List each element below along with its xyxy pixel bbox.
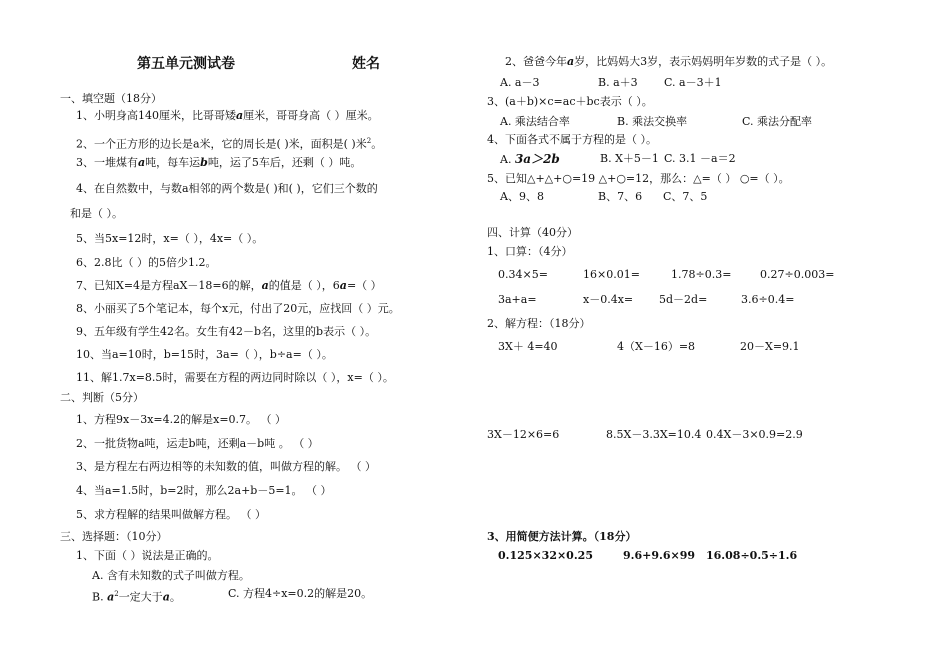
question-1-5: 5、当5x=12时，x=（ ），4x=（ ）。 [76,232,264,245]
oral-item: 16×0.01= [583,268,640,281]
question-3-2: 2、爸爸今年a岁，比妈妈大3岁，表示妈妈明年岁数的式子是（ ）。 [505,55,833,68]
question-1-7: 7、已知X=4是方程aX－18=6的解，a的值是（ ），6a=（ ） [76,279,382,292]
question-3-4-option-a: A. 3a＞2b [500,152,560,166]
question-3-2-option-a: A. a－3 [500,76,540,89]
question-2-2: 2、一批货物a吨，运走b吨，还剩a－b吨 。 （ ） [76,437,319,450]
question-2-3: 3、是方程左右两边相等的未知数的值，叫做方程的解。 （ ） [76,460,376,473]
question-2-1: 1、方程9x－3x=4.2的解是x=0.7。 （ ） [76,413,287,426]
oral-item: 0.34×5= [498,268,548,281]
question-2-4: 4、当a=1.5时，b=2时，那么2a+b－5=1。 （ ） [76,484,332,497]
question-1-4-cont: 和是（ ）。 [70,207,123,220]
equation-item: 20－X=9.1 [740,340,800,353]
question-1-4: 4、在自然数中，与数a相邻的两个数是( )和( )，它们三个数的 [76,182,378,195]
question-3-3-option-a: A. 乘法结合率 [500,115,570,128]
question-3-4-option-b: B. X＋5－1 [600,152,659,165]
section-choice: 三、选择题：（10分） [60,530,168,543]
question-3-5-option-c: C、7、5 [663,190,708,203]
question-3-4: 4、下面各式不属于方程的是（ ）。 [487,133,657,146]
question-3-3: 3、(a＋b)×c=ac＋bc表示（ ）。 [487,95,653,108]
question-2-5: 5、求方程解的结果叫做解方程。 （ ） [76,508,266,521]
subsection-simple-calculation: 3、用简便方法计算。（18分） [487,530,637,543]
question-1-3: 3、一堆煤有a吨，每车运b吨，运了5车后，还剩（ ）吨。 [76,156,362,169]
question-3-5-option-a: A、9、8 [500,190,544,203]
oral-item: 5d－2d= [659,293,708,306]
equation-item: 8.5X－3.3X=10.4 [606,428,702,441]
question-1-8: 8、小丽买了5个笔记本，每个x元，付出了20元，应找回（ ）元。 [76,302,400,315]
question-3-4-option-c: C. 3.1 －a＝2 [664,152,736,165]
simple-calc-item: 0.125×32×0.25 [498,549,593,562]
question-3-1: 1、下面（ ）说法是正确的。 [76,549,219,562]
question-3-1-option-b: B. $a^2$一定大于a。 [92,590,181,604]
equation-item: 0.4X－3×0.9=2.9 [706,428,803,441]
equation-item: 3X－12×6=6 [487,428,560,441]
question-1-10: 10、当a=10时，b=15时，3a=（ ），b÷a=（ ）。 [76,348,333,361]
question-1-6: 6、2.8比（ ）的5倍少1.2。 [76,256,217,269]
question-3-3-option-b: B. 乘法交换率 [617,115,688,128]
oral-item: 0.27÷0.003= [760,268,835,281]
section-calculation: 四、计算（40分） [487,226,578,239]
oral-item: x－0.4x= [583,293,634,306]
question-3-5: 5、已知△+△+○=19 △+○=12，那么：△=（ ） ○=（ ）。 [487,172,790,185]
question-3-3-option-c: C. 乘法分配率 [742,115,813,128]
oral-item: 3.6÷0.4= [741,293,795,306]
question-1-2: 2、一个正方形的边长是a米，它的周长是( )米，面积是( )米$^2$。 [76,137,383,151]
oral-item: 3a+a= [498,293,537,306]
subsection-oral: 1、口算：（4分） [487,245,573,258]
question-1-1: 1、小明身高140厘米，比哥哥矮a厘米，哥哥身高（ ）厘米。 [76,109,379,122]
simple-calc-item: 16.08÷0.5÷1.6 [706,549,798,562]
question-3-2-option-b: B. a＋3 [598,76,638,89]
simple-calc-item: 9.6+9.6×99 [623,549,696,562]
page-title: 第五单元测试卷 [137,56,235,72]
question-1-11: 11、解1.7x=8.5时，需要在方程的两边同时除以（ ），x=（ ）。 [76,371,394,384]
name-label: 姓名 [352,56,380,72]
section-judge: 二、判断（5分） [60,391,144,404]
question-3-5-option-b: B、7、6 [598,190,643,203]
question-1-9: 9、五年级有学生42名。女生有42－b名，这里的b表示（ ）。 [76,325,377,338]
equation-item: 4（X－16）=8 [617,340,696,353]
oral-item: 1.78÷0.3= [671,268,732,281]
equation-item: 3X＋ 4=40 [498,340,558,353]
subsection-solve-equations: 2、解方程：（18分） [487,317,591,330]
section-fill-in: 一、填空题（18分） [60,92,162,105]
question-3-1-option-a: A. 含有未知数的式子叫做方程。 [92,569,250,582]
question-3-2-option-c: C. a－3＋1 [664,76,722,89]
question-3-1-option-c: C. 方程4÷x=0.2的解是20。 [228,587,373,600]
